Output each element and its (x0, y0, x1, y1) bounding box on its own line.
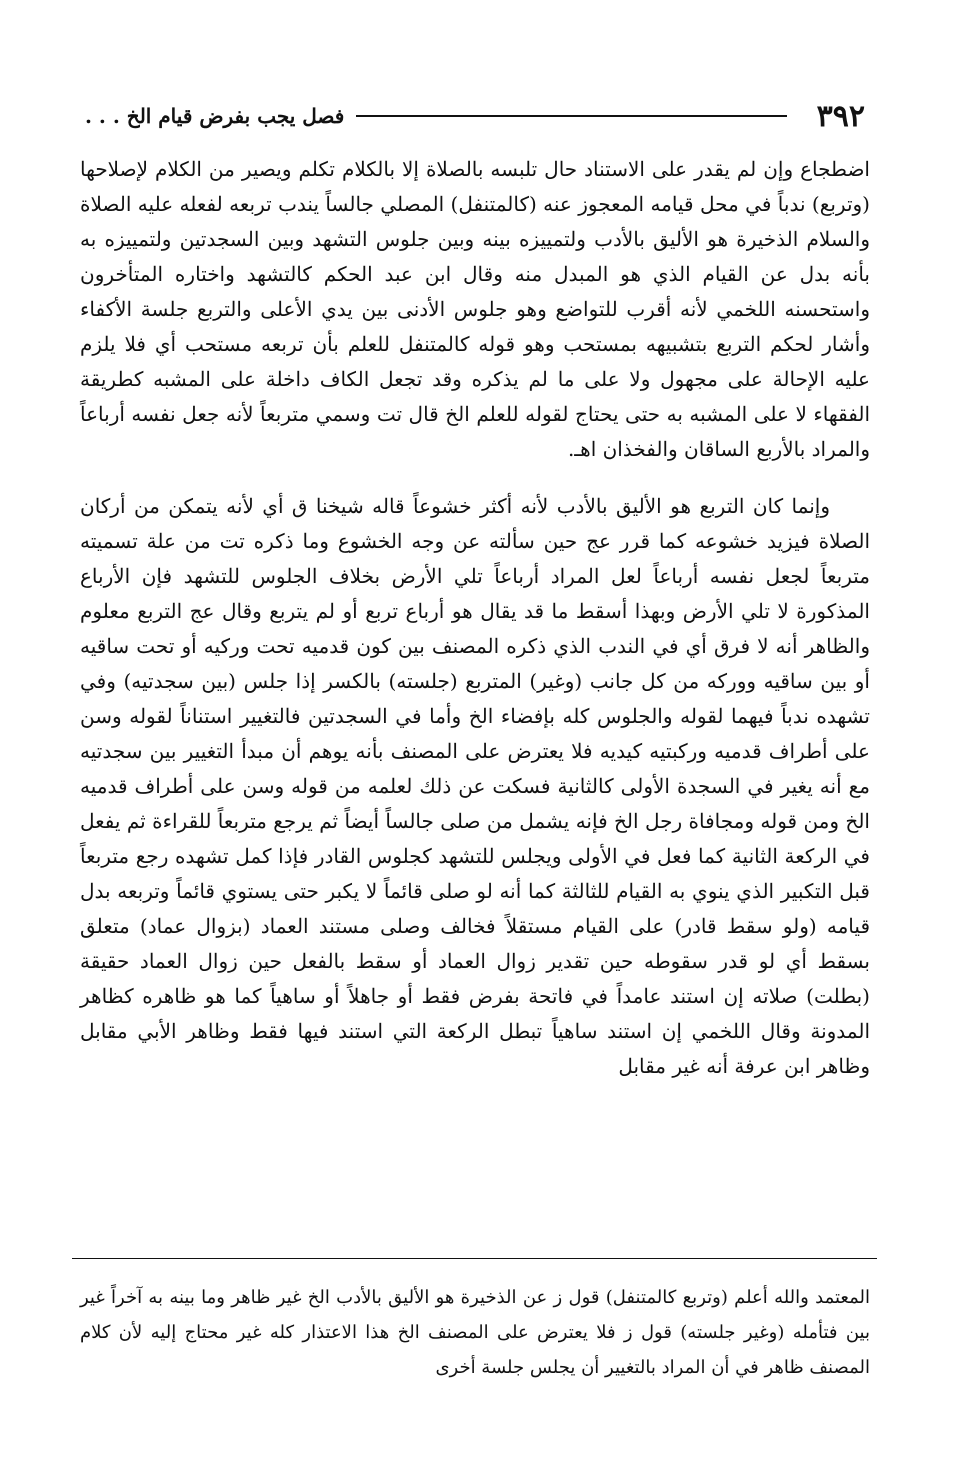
paragraph-2: وإنما كان التربع هو الأليق بالأدب لأنه أكثر خشوعاً قاله شيخنا ق أي لأنه يتمكن من أركان الصلاة فيزيد خشوعه كما قرر عج حين سألته عن وجه الخشوع وما ذكره تت من علة تسميته متربعاً لجعل نفسه أرباعاً لعل المراد أرباعاً تلي الأرض بخلاف الجلوس للتشهد فإن الأرباع المذكورة لا تلي الأرض وبهذا أسقط ما قد يقال هو أرباع تربع أو لم يتربع وقال عج التربع معلوم والظاهر أنه لا فرق أي في الندب الذي ذكره المصنف بين كون قدميه تحت وركيه أو تحت ساقيه أو بين ساقيه ووركه من كل جانب (وغير) المتربع (جلسته) بالكسر إذا جلس (بين سجدتيه) وفي تشهده ندباً فيهما لقوله والجلوس كله بإفضاء الخ وأما في السجدتين فالتغيير استناناً لقوله وسن على أطراف قدميه وركبتيه كيديه فلا يعترض على المصنف بأنه يوهم أن مبدأ التغيير بين سجدتيه مع أنه يغير في السجدة الأولى كالثانية فسكت عن ذلك لعلمه من قوله وسن على أطراف قدميه الخ ومن قوله ومجافاة رجل الخ فإنه يشمل من صلى جالساً أيضاً ثم يرجع متربعاً للقراءة ثم يفعل في الركعة الثانية كما فعل في الأولى ويجلس للتشهد كجلوس القادر فإذا كمل تشهده رجع متربعاً قبل التكبير الذي ينوي به القيام للثالثة كما أنه لو صلى قائماً لا يكبر حتى يستوي قائماً وتربعه بدل قيامه (ولو سقط قادر) على القيام مستقلاً فخالف وصلى مستند العماد (بزوال عماد) متعلق بسقط أي لو قدر سقوطه حين تقدير زوال العماد أو سقط بالفعل حين زوال العماد حقيقة (بطلت) صلاته إن استند عامداً في فاتحة بفرض فقط أو جاهلاً أو ساهياً كما هو ظاهره كظاهر المدونة وقال اللخمي إن استند ساهياً تبطل الركعة التي استند فيها فقط وظاهر الأبي مقابل وظاهر ابن عرفة أنه غير مقابل (80, 494, 871, 1078)
page-header (85, 98, 865, 134)
page-number: ٣٩٢ (816, 98, 865, 134)
main-text (80, 152, 870, 1084)
running-title: فصل يجب بفرض قيام الخ . . . (85, 104, 345, 128)
footnote (80, 1280, 870, 1385)
header-rule (356, 115, 786, 117)
paragraph-1: اضطجاع وإن لم يقدر على الاستناد حال تلبسه بالصلاة إلا بالكلام تكلم ويصير من الكلام لإصلاحها (وتربع) ندباً في محل قيامه المعجوز عنه (كالمتنفل) المصلي جالساً يندب تربعه لفعله عليه الصلاة والسلام الذخيرة هو الأليق بالأدب ولتمييزه بينه وبين جلوس التشهد وبين السجدتين ولتمييزه به بأنه بدل عن القيام الذي هو المبدل منه وقال ابن عبد الحكم كالتشهد واختاره المتأخرون واستحسنه اللخمي لأنه أقرب للتواضع وهو جلوس الأدنى بين يدي الأعلى والتربع جلسة الأكفاء وأشار لحكم التربع بتشبيهه بمستحب وهو قوله كالمتنفل للعلم بأن تربعه مستحب أي فلا يلزم عليه الإحالة على مجهول ولا على ما لم يذكره وقد تجعل الكاف داخلة على المشبه كطريقة الفقهاء لا على المشبه به حتى يحتاج لقوله للعلم الخ قال تت وسمي متربعاً لأنه جعل نفسه أرباعاً والمراد بالأربع الساقان والفخذان اهـ. (80, 157, 870, 461)
footnote-divider (72, 1258, 877, 1259)
footnote-text: المعتمد والله أعلم (وتربع كالمتنفل) قول ز عن الذخيرة هو الأليق بالأدب الخ غير ظاهر وما بينه به آخراً غير بين فتأمله (وغير جلسته) قول ز فلا يعترض على المصنف الخ هذا الاعتذار كله غير محتاج إليه لأن كلام المصنف ظاهر في أن المراد بالتغيير أن يجلس جلسة أخرى (80, 1287, 871, 1378)
